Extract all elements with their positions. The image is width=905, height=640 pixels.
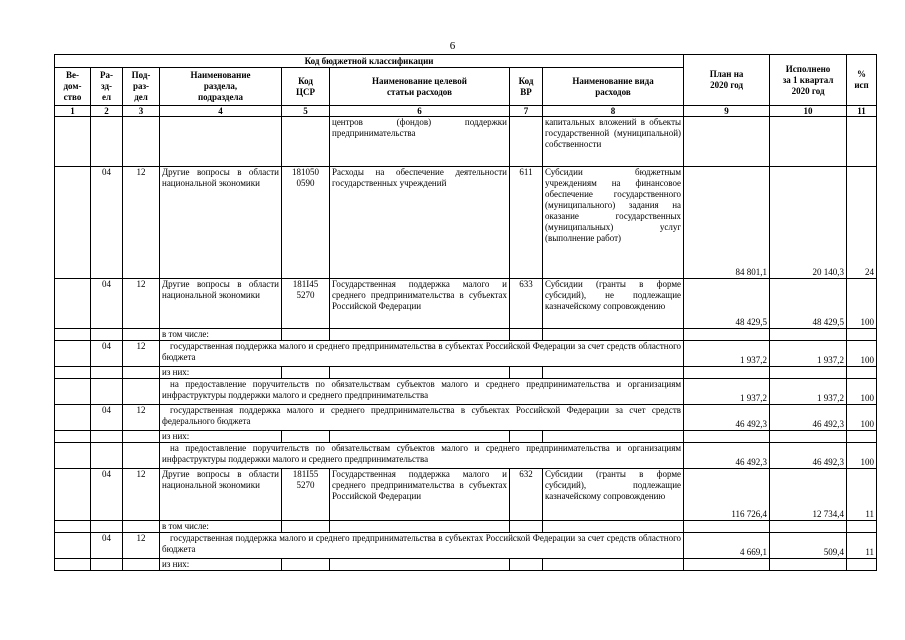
csr-code-cell: [282, 521, 330, 533]
column-number: 9: [684, 106, 770, 117]
vr-code-cell: 611: [510, 167, 543, 279]
target-item-cell: Расходы на обеспечение деятельности государственных учреждений: [330, 167, 510, 279]
subsection-cell: [123, 117, 160, 167]
section-cell: [91, 559, 123, 571]
section-cell: [91, 521, 123, 533]
department-cell: [55, 341, 91, 367]
executed-header: Исполнено за 1 квартал 2020 год: [770, 55, 847, 106]
section-cell: 04: [91, 279, 123, 329]
percent-cell: 11: [847, 469, 877, 521]
table-row: [55, 379, 877, 405]
section-cell: 04: [91, 341, 123, 367]
table-row: [55, 405, 877, 431]
percent-cell: [847, 367, 877, 379]
plan-cell: [684, 559, 770, 571]
subsection-cell: [123, 559, 160, 571]
table-row: [55, 443, 877, 469]
executed-cell: [770, 521, 847, 533]
vr-code-cell: 633: [510, 279, 543, 329]
vr-code-cell: [510, 367, 543, 379]
department-cell: [55, 405, 91, 431]
department-header: Ве- дом- ство: [55, 68, 91, 106]
section-cell: [91, 379, 123, 405]
plan-cell: [684, 329, 770, 341]
executed-cell: 46 492,3: [770, 443, 847, 469]
percent-cell: 11: [847, 533, 877, 559]
column-number: 1: [55, 106, 91, 117]
csr-code-cell: 181I55 5270: [282, 469, 330, 521]
target-item-cell: [330, 431, 510, 443]
csr-code-cell: [282, 431, 330, 443]
section-name-cell: Другие вопросы в области национальной экономики: [160, 167, 282, 279]
csr-code-cell: [282, 329, 330, 341]
percent-cell: 100: [847, 279, 877, 329]
description-cell: государственная поддержка малого и среднего предпринимательства в субъектах Российской Федерации за счет средств федерального бюджета: [160, 405, 684, 431]
percent-cell: 100: [847, 341, 877, 367]
department-cell: [55, 533, 91, 559]
section-cell: 04: [91, 533, 123, 559]
target-item-cell: центров (фондов) поддержки предпринимательства: [330, 117, 510, 167]
section-cell: 04: [91, 469, 123, 521]
section-name-cell: [160, 117, 282, 167]
executed-cell: 48 429,5: [770, 279, 847, 329]
percent-cell: 100: [847, 405, 877, 431]
vr-code-cell: [510, 521, 543, 533]
plan-cell: [684, 367, 770, 379]
budget-table: [54, 54, 877, 571]
department-cell: [55, 559, 91, 571]
subsection-cell: [123, 521, 160, 533]
executed-cell: 46 492,3: [770, 405, 847, 431]
section-cell: [91, 329, 123, 341]
table-row: [55, 279, 877, 329]
section-cell: 04: [91, 405, 123, 431]
subsection-cell: [123, 431, 160, 443]
vr-code-cell: [510, 329, 543, 341]
table-row: [55, 367, 877, 379]
executed-cell: 12 734,4: [770, 469, 847, 521]
budget-classification-header: Код бюджетной классификации: [55, 55, 684, 68]
column-number: 4: [160, 106, 282, 117]
table-row: [55, 521, 877, 533]
csr-code-cell: 181I45 5270: [282, 279, 330, 329]
expense-type-cell: [543, 521, 684, 533]
percent-header: % исп: [847, 55, 877, 106]
plan-cell: 48 429,5: [684, 279, 770, 329]
table-row: [55, 431, 877, 443]
csr-code-cell: 181050 0590: [282, 167, 330, 279]
label-cell: из них:: [160, 367, 282, 379]
label-cell: из них:: [160, 559, 282, 571]
section-name-header: Наименование раздела, подраздела: [160, 68, 282, 106]
target-item-cell: [330, 521, 510, 533]
target-item-cell: [330, 329, 510, 341]
executed-cell: 509,4: [770, 533, 847, 559]
expense-type-cell: [543, 559, 684, 571]
csr-code-cell: [282, 559, 330, 571]
subsection-cell: 12: [123, 279, 160, 329]
section-cell: 04: [91, 167, 123, 279]
label-cell: в том числе:: [160, 521, 282, 533]
executed-cell: [770, 559, 847, 571]
section-cell: [91, 117, 123, 167]
label-cell: из них:: [160, 431, 282, 443]
vr-code-cell: [510, 431, 543, 443]
section-name-cell: Другие вопросы в области национальной экономики: [160, 279, 282, 329]
department-cell: [55, 469, 91, 521]
table-row: [55, 167, 877, 279]
page-number: 6: [449, 40, 456, 52]
table-row: [55, 469, 877, 521]
column-number: 8: [543, 106, 684, 117]
table-body: [55, 117, 877, 571]
department-cell: [55, 521, 91, 533]
description-cell: государственная поддержка малого и среднего предпринимательства в субъектах Российской Федерации за счет средств областного бюджета: [160, 341, 684, 367]
description-cell: на предоставление поручительств по обязательствам субъектов малого и среднего предпринимательства и организациям инфраструктуры поддержки малого и среднего предпринимательства: [160, 443, 684, 469]
plan-cell: 84 801,1: [684, 167, 770, 279]
percent-cell: [847, 521, 877, 533]
description-cell: на предоставление поручительств по обязательствам субъектов малого и среднего предпринимательства и организациям инфраструктуры поддержки малого и среднего предпринимательства: [160, 379, 684, 405]
table-header: [55, 55, 877, 117]
expense-type-header: Наименование вида расходов: [543, 68, 684, 106]
department-cell: [55, 431, 91, 443]
plan-cell: 116 726,4: [684, 469, 770, 521]
subsection-cell: 12: [123, 469, 160, 521]
expense-type-cell: Субсидии (гранты в форме субсидий), подлежащие казначейскому сопровождению: [543, 469, 684, 521]
plan-cell: 1 937,2: [684, 379, 770, 405]
csr-code-header: Код ЦСР: [282, 68, 330, 106]
expense-type-cell: [543, 367, 684, 379]
percent-cell: [847, 329, 877, 341]
vr-code-cell: [510, 559, 543, 571]
subsection-cell: 12: [123, 341, 160, 367]
target-item-cell: Государственная поддержка малого и среднего предпринимательства в субъектах Российской Федерации: [330, 469, 510, 521]
table-row: [55, 117, 877, 167]
csr-code-cell: [282, 367, 330, 379]
section-cell: [91, 443, 123, 469]
section-name-cell: Другие вопросы в области национальной экономики: [160, 469, 282, 521]
executed-cell: [770, 367, 847, 379]
expense-type-cell: капитальных вложений в объекты государственной (муниципальной) собственности: [543, 117, 684, 167]
subsection-cell: [123, 367, 160, 379]
department-cell: [55, 117, 91, 167]
vr-code-cell: 632: [510, 469, 543, 521]
department-cell: [55, 167, 91, 279]
table-row: [55, 341, 877, 367]
section-cell: [91, 367, 123, 379]
expense-type-cell: Субсидии (гранты в форме субсидий), не подлежащие казначейскому сопровождению: [543, 279, 684, 329]
percent-cell: [847, 559, 877, 571]
plan-cell: 46 492,3: [684, 405, 770, 431]
column-number: 6: [330, 106, 510, 117]
plan-cell: 46 492,3: [684, 443, 770, 469]
percent-cell: 24: [847, 167, 877, 279]
target-item-cell: Государственная поддержка малого и среднего предпринимательства в субъектах Российской Федерации: [330, 279, 510, 329]
section-header: Ра- зд- ел: [91, 68, 123, 106]
column-number: 7: [510, 106, 543, 117]
column-number: 11: [847, 106, 877, 117]
subsection-cell: [123, 443, 160, 469]
department-cell: [55, 329, 91, 341]
column-number: 3: [123, 106, 160, 117]
executed-cell: 1 937,2: [770, 379, 847, 405]
label-cell: в том числе:: [160, 329, 282, 341]
department-cell: [55, 367, 91, 379]
target-item-cell: [330, 559, 510, 571]
plan-cell: [684, 521, 770, 533]
table-row: [55, 559, 877, 571]
target-item-cell: [330, 367, 510, 379]
column-number: 5: [282, 106, 330, 117]
executed-cell: 20 140,3: [770, 167, 847, 279]
executed-cell: [770, 329, 847, 341]
percent-cell: 100: [847, 443, 877, 469]
department-cell: [55, 443, 91, 469]
executed-cell: [770, 431, 847, 443]
plan-cell: [684, 117, 770, 167]
subsection-cell: 12: [123, 405, 160, 431]
expense-type-cell: Субсидии бюджетным учреждениям на финансовое обеспечение государственного (муниципального) задания на оказание государственных (муниципальных) услуг (выполнение работ): [543, 167, 684, 279]
plan-cell: [684, 431, 770, 443]
subsection-header: Под- раз- дел: [123, 68, 160, 106]
target-item-header: Наименование целевой статьи расходов: [330, 68, 510, 106]
expense-type-cell: [543, 431, 684, 443]
plan-cell: 4 669,1: [684, 533, 770, 559]
department-cell: [55, 379, 91, 405]
column-number: 2: [91, 106, 123, 117]
percent-cell: [847, 431, 877, 443]
department-cell: [55, 279, 91, 329]
column-number: 10: [770, 106, 847, 117]
csr-code-cell: [282, 117, 330, 167]
subsection-cell: [123, 379, 160, 405]
subsection-cell: 12: [123, 167, 160, 279]
executed-cell: [770, 117, 847, 167]
vr-code-cell: [510, 117, 543, 167]
percent-cell: 100: [847, 379, 877, 405]
table-row: [55, 533, 877, 559]
description-cell: государственная поддержка малого и среднего предпринимательства в субъектах Российской Федерации за счет средств областного бюджета: [160, 533, 684, 559]
subsection-cell: 12: [123, 533, 160, 559]
subsection-cell: [123, 329, 160, 341]
executed-cell: 1 937,2: [770, 341, 847, 367]
vr-code-header: Код ВР: [510, 68, 543, 106]
table-row: [55, 329, 877, 341]
percent-cell: [847, 117, 877, 167]
section-cell: [91, 431, 123, 443]
plan-header: План на 2020 год: [684, 55, 770, 106]
plan-cell: 1 937,2: [684, 341, 770, 367]
expense-type-cell: [543, 329, 684, 341]
